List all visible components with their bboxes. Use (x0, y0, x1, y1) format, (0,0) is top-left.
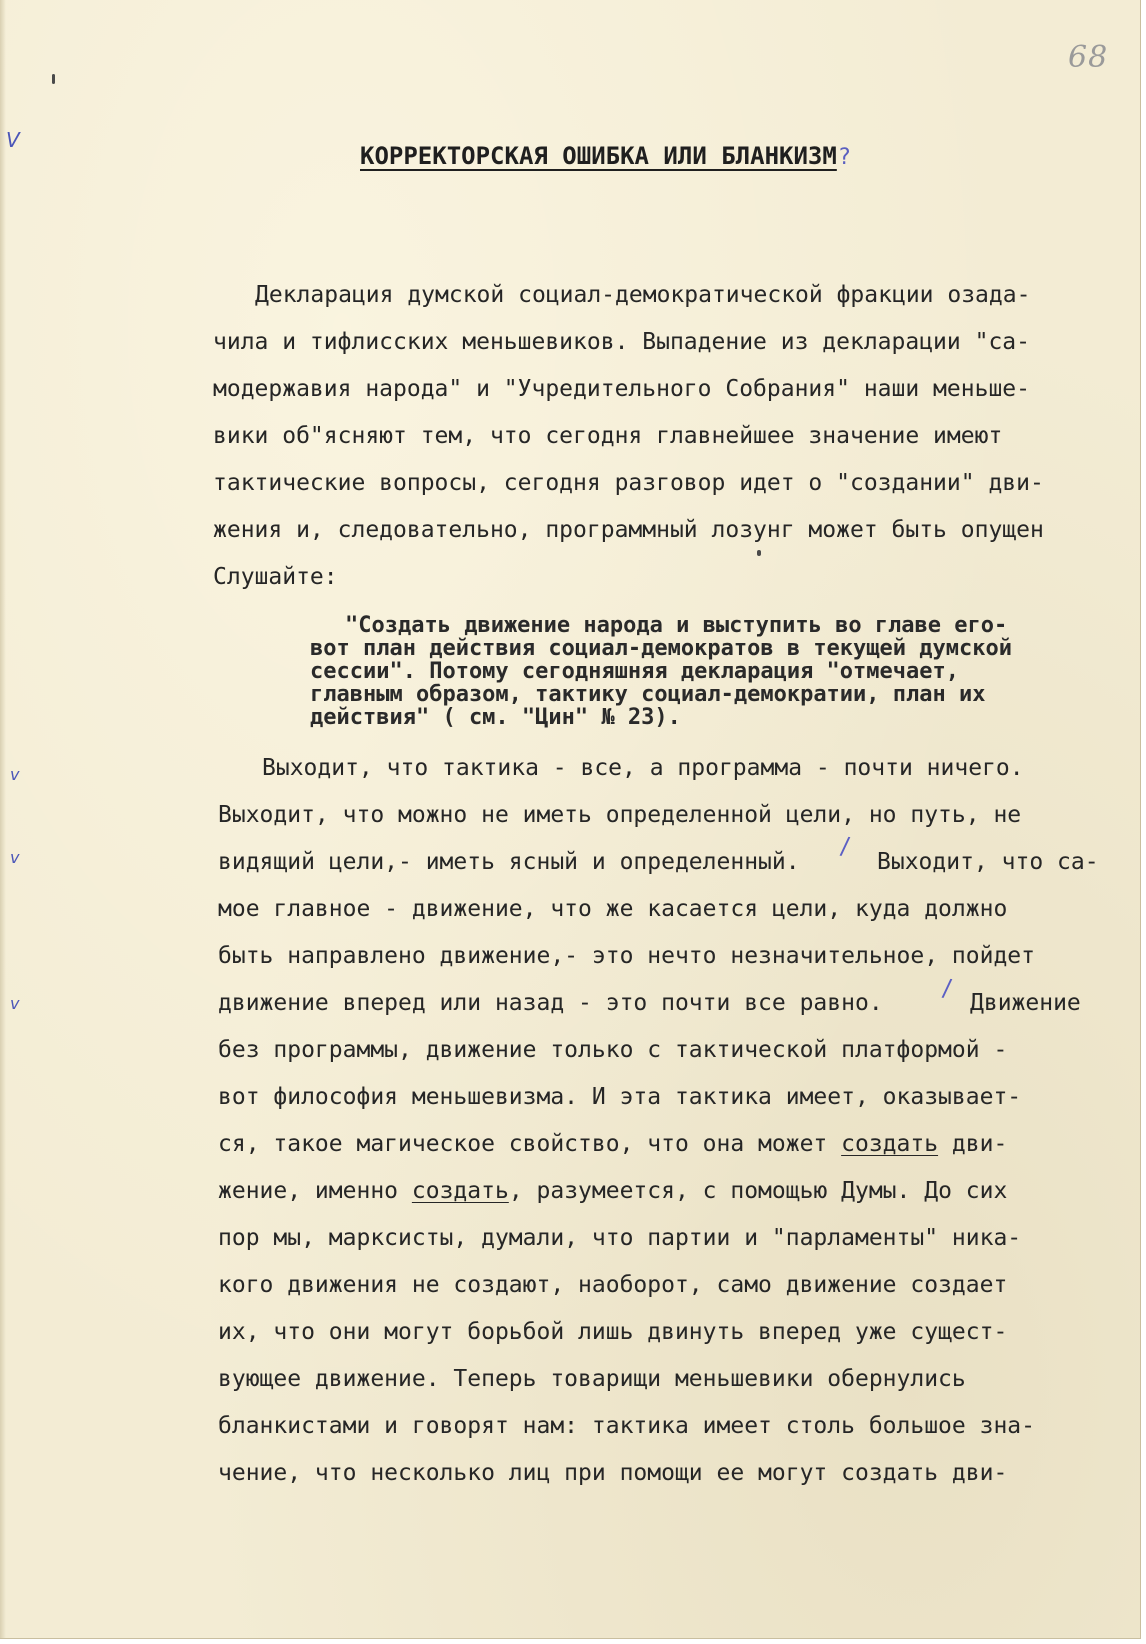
text-fragment: ся, такое магическое свойство, что она может (218, 1131, 842, 1157)
text-line: их, что они могут борьбой лишь двинуть вперед уже сущест- (218, 1319, 1008, 1345)
text-line: чила и тифлисских меньшевиков. Выпадение из декларации "са- (213, 329, 1030, 355)
text-line: Выходит, что тактика - все, а программа - почти ничего. (262, 755, 1024, 781)
title-text: КОРРЕКТОРСКАЯ ОШИБКА ИЛИ БЛАНКИЗМ (360, 142, 837, 170)
quote-line: вот план действия социал-демократов в текущей думской (310, 636, 1012, 661)
text-fragment: , разумеется, с помощью Думы. До сих (508, 1178, 1008, 1204)
page-number: 68 (1068, 40, 1109, 75)
margin-check-mark: v (10, 994, 20, 1013)
margin-check-mark: v (10, 765, 20, 784)
margin-check-mark: v (10, 848, 20, 867)
text-line: Слушайте: (213, 564, 338, 590)
text-line: пор мы, марксисты, думали, что партии и "парламенты" ника- (218, 1225, 1022, 1251)
correction-slash: / (941, 973, 954, 1003)
text-line (218, 847, 800, 877)
text-line: Движение (970, 990, 1081, 1016)
text-line: модержавия народа" и "Учредительного Собрания" наши меньше- (213, 376, 1030, 402)
text-line: Декларация думской социал-демократической фракции озада- (255, 282, 1031, 308)
document-title (360, 142, 851, 170)
scan-edge (0, 0, 6, 1638)
text-line (218, 1176, 1007, 1206)
text-line: вики об"ясняют тем, что сегодня главнейшее значение имеют (213, 423, 1003, 449)
text-fragment: видящий цели,- иметь ясный и определенный. (218, 849, 800, 875)
text-line: движение вперед или назад - это почти все равно. (218, 990, 883, 1016)
text-fragment: жение, именно (218, 1178, 412, 1204)
underlined-word: создать (841, 1131, 939, 1157)
text-fragment: дви- (938, 1131, 1008, 1157)
text-line: Выходит, что можно не иметь определенной цели, но путь, не (218, 802, 1022, 828)
underlined-word: создать (411, 1178, 509, 1204)
quote-line: сессии". Потому сегодняшняя декларация "отмечает, (310, 659, 960, 684)
ink-speck (52, 74, 55, 84)
ink-speck (757, 550, 761, 556)
text-line: кого движения не создают, наоборот, само движение создает (218, 1272, 1008, 1298)
text-line: жения и, следовательно, программный лозунг может быть опущен (213, 517, 1044, 543)
quote-line: действия" ( см. "Цин" № 23). (310, 705, 681, 730)
text-line: быть направлено движение,- это нечто незначительное, пойдет (218, 943, 1035, 969)
text-line: мое главное - движение, что же касается цели, куда должно (218, 896, 1008, 922)
margin-check-mark: V (6, 128, 20, 152)
text-line (218, 1129, 1007, 1159)
text-line: чение, что несколько лиц при помощи ее могут создать дви- (218, 1460, 1008, 1486)
text-line: вующее движение. Теперь товарищи меньшевики обернулись (218, 1366, 966, 1392)
text-line: тактические вопросы, сегодня разговор идет о "создании" дви- (213, 470, 1044, 496)
title-question-mark: ? (838, 145, 851, 170)
text-line: бланкистами и говорят нам: тактика имеет столь большое зна- (218, 1413, 1035, 1439)
text-line: Выходит, что са- (877, 849, 1099, 875)
text-line: вот философия меньшевизма. И эта тактика имеет, оказывает- (218, 1084, 1022, 1110)
correction-slash: / (839, 831, 852, 861)
quote-line: главным образом, тактику социал-демократии, план их (310, 682, 986, 707)
quote-line: "Создать движение народа и выступить во главе его- (345, 613, 1008, 638)
text-line: без программы, движение только с тактической платформой - (218, 1037, 1008, 1063)
